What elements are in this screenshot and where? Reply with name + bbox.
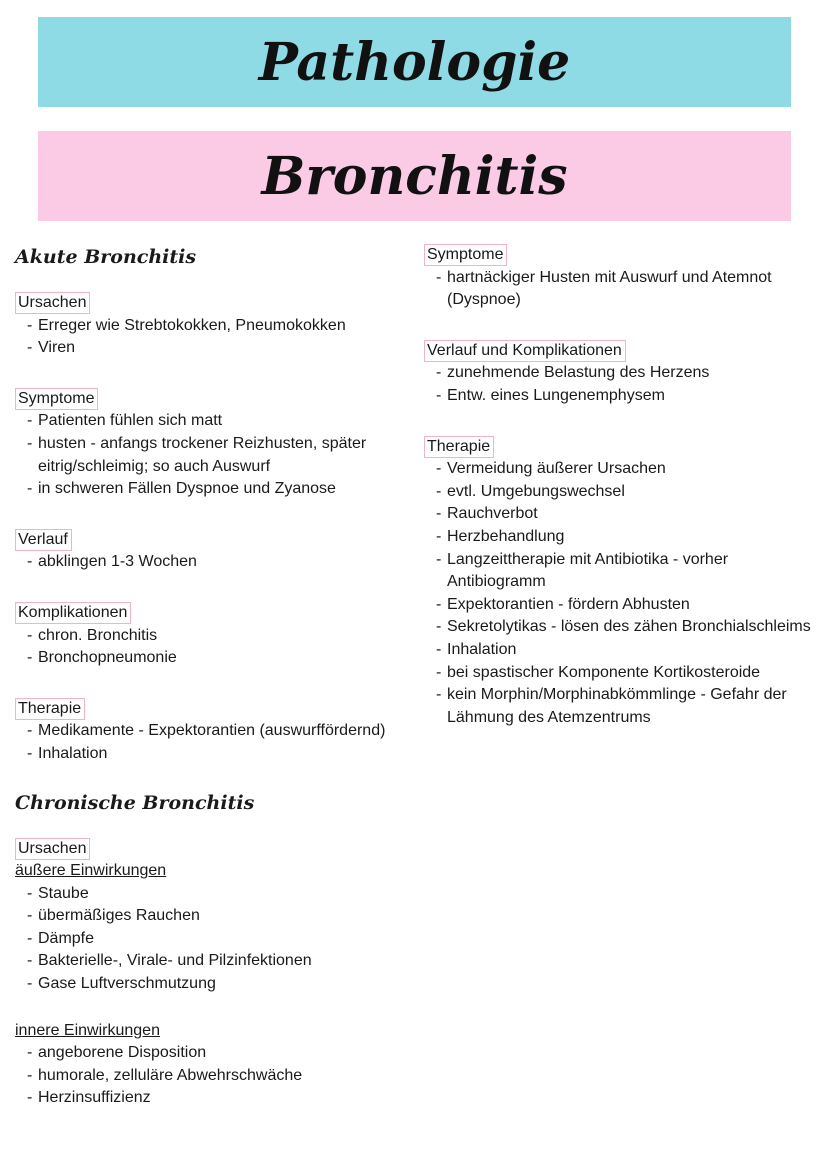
list-item: - husten - anfangs trockener Reizhusten, später eitrig/schleimig; so auch Auswurf <box>27 433 415 478</box>
list-item: - Gase Luftverschmutzung <box>27 973 415 996</box>
acute-symptoms-list <box>15 410 415 500</box>
chronic-causes-label: Ursachen <box>15 838 90 860</box>
acute-causes-list <box>15 315 415 360</box>
list-item: - Langzeittherapie mit Antibiotika - vorher Antibiogramm <box>436 549 819 594</box>
list-item: - Bakterielle-, Virale- und Pilzinfektionen <box>27 950 415 973</box>
internal-causes-list <box>15 1042 415 1110</box>
subtitle-banner <box>38 131 791 221</box>
left-column <box>15 244 415 1110</box>
acute-heading: Akute Bronchitis <box>15 246 197 268</box>
list-item: - Herzinsuffizienz <box>27 1087 415 1110</box>
list-item: - evtl. Umgebungswechsel <box>436 481 819 504</box>
list-item: - Expektorantien - fördern Abhusten <box>436 594 819 617</box>
list-item: - Viren <box>27 337 415 360</box>
list-item: - Sekretolytikas - lösen des zähen Bronchialschleims <box>436 616 819 639</box>
acute-complications-label: Komplikationen <box>15 602 131 624</box>
acute-therapy-list <box>15 720 415 765</box>
list-item: - Herzbehandlung <box>436 526 819 549</box>
acute-course-list <box>15 551 415 574</box>
list-item: - Inhalation <box>27 743 415 766</box>
list-item: - Patienten fühlen sich matt <box>27 410 415 433</box>
acute-complications-list <box>15 625 415 670</box>
list-item: - Staube <box>27 883 415 906</box>
list-item: - Entw. eines Lungenemphysem <box>436 385 819 408</box>
list-item: - Erreger wie Strebtokokken, Pneumokokken <box>27 315 415 338</box>
chronic-heading: Chronische Bronchitis <box>15 791 255 814</box>
acute-symptoms-label: Symptome <box>15 388 98 410</box>
page-subtitle: Bronchitis <box>261 145 568 207</box>
list-item: - kein Morphin/Morphinabkömmlinge - Gefahr der Lähmung des Atemzentrums <box>436 684 819 729</box>
chronic-symptoms-label: Symptome <box>424 244 507 266</box>
chronic-course-list <box>424 362 819 407</box>
title-banner <box>38 17 791 107</box>
acute-therapy-label: Therapie <box>15 698 85 720</box>
list-item: - zunehmende Belastung des Herzens <box>436 362 819 385</box>
list-item: - humorale, zelluläre Abwehrschwäche <box>27 1065 415 1088</box>
list-item: - hartnäckiger Husten mit Auswurf und Atemnot (Dyspnoe) <box>436 267 819 312</box>
list-item: - übermäßiges Rauchen <box>27 905 415 928</box>
external-causes-label: äußere Einwirkungen <box>15 862 167 880</box>
right-column <box>424 244 819 729</box>
chronic-therapy-label: Therapie <box>424 436 494 458</box>
list-item: - Dämpfe <box>27 928 415 951</box>
external-causes-list <box>15 883 415 996</box>
list-item: - Medikamente - Expektorantien (auswurffördernd) <box>27 720 415 743</box>
list-item: - abklingen 1-3 Wochen <box>27 551 415 574</box>
list-item: - in schweren Fällen Dyspnoe und Zyanose <box>27 478 415 501</box>
internal-causes-label: innere Einwirkungen <box>15 1021 160 1039</box>
chronic-symptoms-list <box>424 267 819 312</box>
acute-course-label: Verlauf <box>15 529 72 551</box>
acute-causes-label: Ursachen <box>15 292 90 314</box>
list-item: - chron. Bronchitis <box>27 625 415 648</box>
list-item: - Inhalation <box>436 639 819 662</box>
list-item: - angeborene Disposition <box>27 1042 415 1065</box>
chronic-therapy-list <box>424 458 819 729</box>
list-item: - Vermeidung äußerer Ursachen <box>436 458 819 481</box>
list-item: - Rauchverbot <box>436 503 819 526</box>
list-item: - bei spastischer Komponente Kortikosteroide <box>436 662 819 685</box>
chronic-course-label: Verlauf und Komplikationen <box>424 340 626 362</box>
page-title: Pathologie <box>258 31 571 93</box>
list-item: - Bronchopneumonie <box>27 647 415 670</box>
